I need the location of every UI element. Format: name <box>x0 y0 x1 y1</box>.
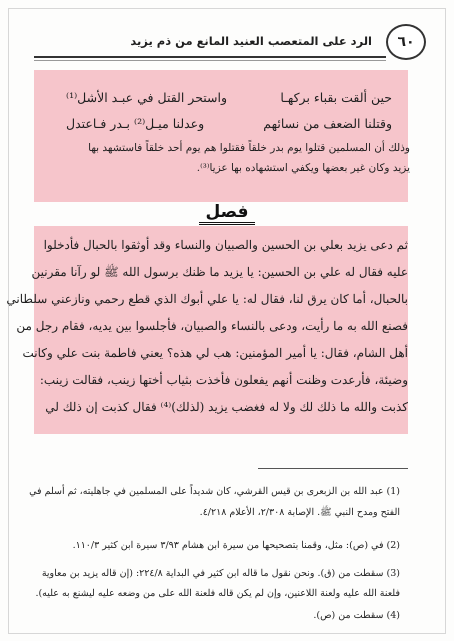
page-number: ٦٠ <box>386 24 426 60</box>
section-heading-text: فصل <box>199 202 254 225</box>
verse-first-half: وقتلنا الضعف من نسائهم <box>263 116 392 131</box>
footnote-line: (4) سقطت من (ص). <box>313 610 400 621</box>
header-rule <box>34 56 386 58</box>
running-title: الرد على المتعصب العنيد المانع من ذم يزيد <box>130 34 372 48</box>
verse-second-half: وعدلنا ميـل⁽²⁾ بـدر فـاعتدل <box>66 116 205 131</box>
footnote-separator <box>258 468 408 469</box>
page-header <box>28 20 428 60</box>
footnote-line: فلعنة الله عليه ولعنة اللاعنين، وإن لم يكن قاله فلعنة الله على من وضعه عليه ليشنع به عليه). <box>35 588 400 599</box>
commentary-line: يزيد وكان غير بعضها ويكفي استشهاده بها عزيا⁽³⁾. <box>196 162 410 174</box>
verse-second-half: واستحر القتل في عبـد الأشل⁽¹⁾ <box>66 90 228 105</box>
verse-first-half: حين ألقت بقباء بركهـا <box>280 90 392 105</box>
footnote-line: (3) سقطت من (ق). ونحن نقول ما قاله ابن كثير في البداية ٢٢٤/٨: (إن قاله يزيد بن معاوية <box>41 568 400 579</box>
footnote-line: الفتح ومدح النبي ﷺ. الإصابة ٢/٣٠٨، الأعلام ٤/٢١٨. <box>199 507 400 518</box>
commentary-line: وذلك أن المسلمين قتلوا يوم بدر خلقاً فقتلوا هم يوم أحد خلقاً فاستشهد بها <box>88 142 410 154</box>
body-text-line: أهل الشام، فقال: يا أمير المؤمنين: هب لي هذه؟ يعني فاطمة بنت علي وكانت <box>22 346 408 360</box>
body-text-line: عليه فقال له علي بن الحسين: يا يزيد ما ظنك برسول الله ﷺ لو رآنا مقرنين <box>31 265 408 279</box>
footnote-line: (1) عبد الله بن الزبعرى بن قيس القرشي، كان شديداً على المسلمين في جاهليته، ثم أسلم في <box>29 486 400 497</box>
body-text-line: وضيئة، فأرعدت وظنت أنهم يفعلون فأخذت بثياب أختها زينب، فقالت زينب: <box>39 373 408 387</box>
body-text-line: كذبت والله ما ذلك لك ولا له فغضب يزيد (لذلك)⁽⁴⁾ فقال كذبت إن ذلك لي <box>45 400 408 414</box>
body-text-line: فصنع الله به ما رأيت، ودعى بالنساء والصبيان، فأجلسوا بين يديه، فقام رجل من <box>16 319 408 333</box>
body-text-line: ثم دعى يزيد بعلي بن الحسين والصبيان والنساء وقد أوثقوا بالحبال فأدخلوا <box>43 238 408 252</box>
body-text-line: بالحبال، أما كان يرق لنا، فقال له: يا علي أبوك الذي قطع رحمي ونازعني سلطاني <box>6 292 408 306</box>
poem-verse <box>38 116 404 140</box>
poem-verse <box>38 90 404 114</box>
section-heading <box>0 202 454 225</box>
header-rule-thin <box>34 60 386 61</box>
footnote-line: (2) في (ص): مثل، وقمنا بتصحيحها من سيرة ابن هشام ٣/٩٣ سيرة ابن كثير ١١٠/٣. <box>72 540 400 551</box>
